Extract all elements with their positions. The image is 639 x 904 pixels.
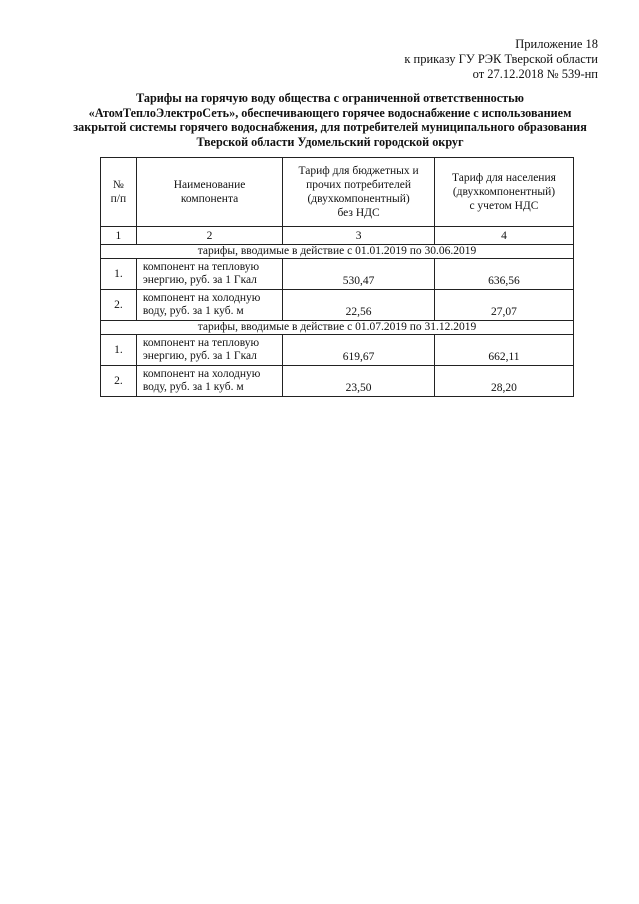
table-row — [101, 290, 574, 321]
row-budget-value: 22,56 — [283, 290, 435, 321]
appendix-order: к приказу ГУ РЭК Тверской области — [404, 52, 598, 66]
header-num: № п/п — [101, 158, 137, 227]
row-population-value: 28,20 — [434, 366, 573, 397]
header-population-tariff: Тариф для населения (двухкомпонентный) с учетом НДС — [434, 158, 573, 227]
row-budget-value: 530,47 — [283, 259, 435, 290]
period-label: тарифы, вводимые в действие с 01.01.2019 по 30.06.2019 — [101, 245, 574, 259]
row-num: 2. — [101, 366, 137, 397]
period-row — [101, 245, 574, 259]
column-index: 1 — [101, 227, 137, 245]
tariff-table — [100, 157, 574, 397]
document-title — [60, 91, 600, 149]
title-line-1: Тарифы на горячую воду общества с ограниченной ответственностью — [136, 91, 524, 105]
appendix-number: Приложение 18 — [515, 37, 598, 51]
header-budget-tariff: Тариф для бюджетных и прочих потребителей (двухкомпонентный) без НДС — [283, 158, 435, 227]
period-row — [101, 321, 574, 335]
row-num: 1. — [101, 259, 137, 290]
title-line-4: Тверской области Удомельский городской округ — [196, 134, 464, 149]
row-component-name: компонент на холодную воду, руб. за 1 куб. м — [136, 366, 282, 397]
row-population-value: 27,07 — [434, 290, 573, 321]
table-row — [101, 366, 574, 397]
column-index-row — [101, 227, 574, 245]
column-index: 4 — [434, 227, 573, 245]
row-population-value: 636,56 — [434, 259, 573, 290]
row-budget-value: 23,50 — [283, 366, 435, 397]
column-index: 2 — [136, 227, 282, 245]
row-component-name: компонент на тепловую энергию, руб. за 1 Гкал — [136, 335, 282, 366]
appendix-reference — [404, 37, 598, 82]
table-header-row — [101, 158, 574, 227]
header-component-name: Наименование компонента — [136, 158, 282, 227]
row-num: 1. — [101, 335, 137, 366]
appendix-date: от 27.12.2018 № 539-нп — [472, 67, 598, 81]
row-component-name: компонент на тепловую энергию, руб. за 1 Гкал — [136, 259, 282, 290]
row-component-name: компонент на холодную воду, руб. за 1 куб. м — [136, 290, 282, 321]
title-line-3: закрытой системы горячего водоснабжения, для потребителей муниципального образования — [73, 120, 587, 134]
column-index: 3 — [283, 227, 435, 245]
row-budget-value: 619,67 — [283, 335, 435, 366]
row-num: 2. — [101, 290, 137, 321]
row-population-value: 662,11 — [434, 335, 573, 366]
table-row — [101, 259, 574, 290]
period-label: тарифы, вводимые в действие с 01.07.2019 по 31.12.2019 — [101, 321, 574, 335]
table-row — [101, 335, 574, 366]
title-line-2: «АтомТеплоЭлектроСеть», обеспечивающего горячее водоснабжение с использованием — [88, 105, 572, 120]
